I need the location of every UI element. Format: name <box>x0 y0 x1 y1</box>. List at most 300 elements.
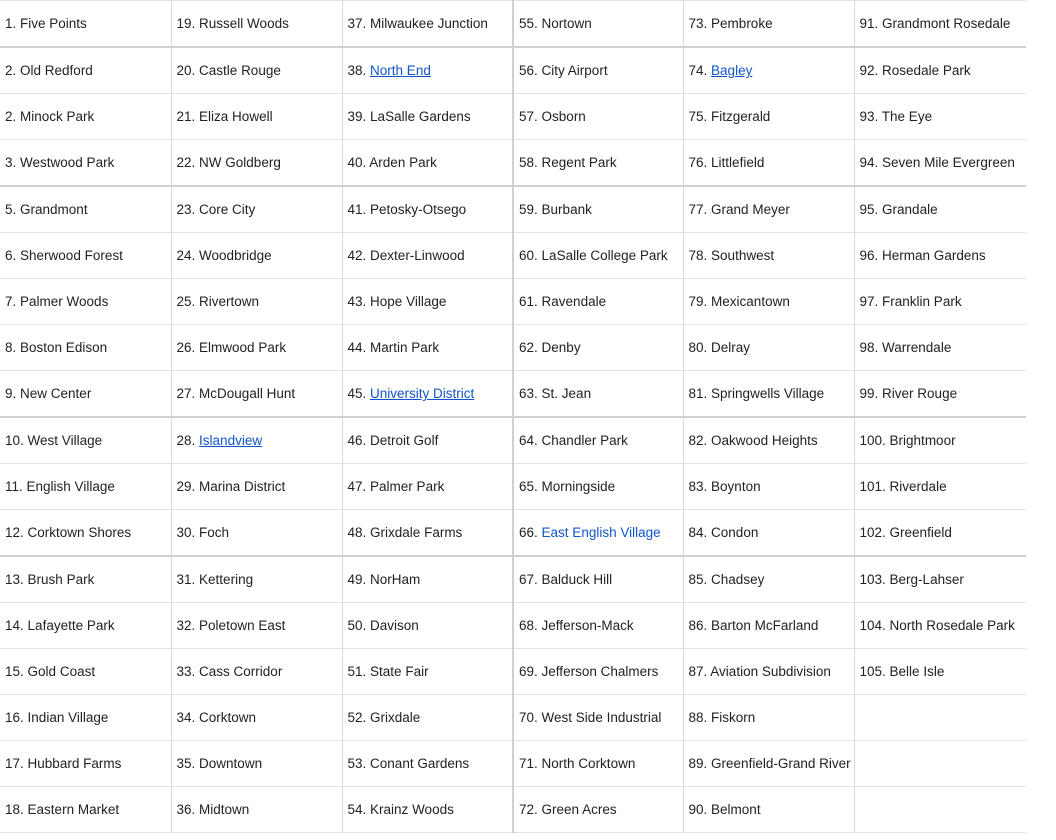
table-cell <box>854 1 1026 48</box>
neighborhood-name: Woodbridge <box>199 248 272 263</box>
neighborhood-name: St. Jean <box>541 386 592 401</box>
table-cell <box>683 787 854 833</box>
neighborhood-number: 31. <box>176 572 196 587</box>
neighborhood-name: Littlefield <box>711 155 765 170</box>
neighborhood-number: 88. <box>688 710 708 725</box>
neighborhood-number: 44. <box>347 340 367 355</box>
neighborhood-number: 3. <box>5 155 17 170</box>
table-row <box>0 649 1026 695</box>
neighborhood-number: 71. <box>519 756 538 771</box>
table-cell <box>513 649 683 695</box>
neighborhood-name: English Village <box>26 479 115 494</box>
table-cell <box>171 556 342 603</box>
neighborhood-number: 99. <box>859 386 879 401</box>
neighborhood-name: Eastern Market <box>27 802 120 817</box>
table-cell <box>0 325 171 371</box>
neighborhood-number: 43. <box>347 294 367 309</box>
neighborhood-name: Delray <box>711 340 751 355</box>
table-cell <box>854 417 1026 464</box>
table-cell <box>854 47 1026 94</box>
neighborhood-table-body <box>0 1 1026 833</box>
neighborhood-number: 80. <box>688 340 708 355</box>
neighborhood-name: Palmer Woods <box>20 294 109 309</box>
neighborhood-name: Core City <box>199 202 256 217</box>
neighborhood-name: Foch <box>199 525 230 540</box>
neighborhood-number: 66. <box>519 525 538 540</box>
table-cell <box>513 186 683 233</box>
table-cell <box>171 1 342 48</box>
neighborhood-number: 51. <box>347 664 367 679</box>
neighborhood-number: 2. <box>5 109 17 124</box>
neighborhood-number: 10. <box>5 433 24 448</box>
neighborhood-name: Osborn <box>541 109 586 124</box>
neighborhood-name: Milwaukee Junction <box>370 16 488 31</box>
neighborhood-number: 55. <box>519 16 538 31</box>
neighborhood-name: Minock Park <box>20 109 95 124</box>
table-cell <box>854 649 1026 695</box>
neighborhood-name: Springwells Village <box>711 386 825 401</box>
neighborhood-number: 9. <box>5 386 17 401</box>
neighborhood-number: 16. <box>5 710 24 725</box>
table-cell <box>342 371 513 418</box>
neighborhood-name: Grixdale Farms <box>370 525 463 540</box>
table-cell <box>342 741 513 787</box>
table-cell <box>171 371 342 418</box>
neighborhood-name: Berg-Lahser <box>889 572 964 587</box>
neighborhood-number: 70. <box>519 710 538 725</box>
neighborhood-name-highlighted: East English Village <box>541 525 661 540</box>
neighborhood-number: 73. <box>688 16 708 31</box>
neighborhood-name: Regent Park <box>541 155 617 170</box>
table-cell <box>0 417 171 464</box>
table-cell <box>171 417 342 464</box>
neighborhood-number: 98. <box>859 340 879 355</box>
neighborhood-number: 35. <box>176 756 196 771</box>
table-row <box>0 556 1026 603</box>
table-cell <box>171 186 342 233</box>
table-cell <box>0 649 171 695</box>
table-cell <box>854 510 1026 557</box>
table-cell <box>854 279 1026 325</box>
neighborhood-number: 36. <box>176 802 196 817</box>
neighborhood-link[interactable]: Islandview <box>199 433 263 448</box>
table-cell <box>683 325 854 371</box>
neighborhood-number: 67. <box>519 572 538 587</box>
table-cell <box>513 233 683 279</box>
neighborhood-name: Riverdale <box>889 479 947 494</box>
table-cell <box>854 556 1026 603</box>
neighborhood-name: Corktown Shores <box>27 525 132 540</box>
neighborhood-name: Denby <box>541 340 581 355</box>
table-cell <box>683 233 854 279</box>
neighborhood-name: Franklin Park <box>882 294 962 309</box>
neighborhood-number: 59. <box>519 202 538 217</box>
neighborhood-name: Rivertown <box>199 294 260 309</box>
neighborhood-name: Belmont <box>711 802 761 817</box>
table-cell <box>0 47 171 94</box>
neighborhood-number: 47. <box>347 479 367 494</box>
neighborhood-name: Condon <box>711 525 759 540</box>
neighborhood-name: Arden Park <box>369 155 437 170</box>
table-cell <box>171 94 342 140</box>
neighborhood-number: 94. <box>859 155 879 170</box>
neighborhood-name: Davison <box>370 618 419 633</box>
table-row <box>0 695 1026 741</box>
neighborhood-name: Five Points <box>20 16 87 31</box>
table-cell <box>854 787 1026 833</box>
neighborhood-number: 45. <box>347 386 367 401</box>
table-cell <box>0 186 171 233</box>
table-row <box>0 510 1026 557</box>
table-cell <box>342 787 513 833</box>
neighborhood-number: 61. <box>519 294 538 309</box>
table-cell <box>513 464 683 510</box>
table-cell <box>683 371 854 418</box>
neighborhood-name: Fiskorn <box>711 710 756 725</box>
table-row <box>0 603 1026 649</box>
neighborhood-number: 29. <box>176 479 196 494</box>
neighborhood-number: 48. <box>347 525 367 540</box>
neighborhood-name: Dexter-Linwood <box>370 248 465 263</box>
neighborhood-name: The Eye <box>881 109 933 124</box>
neighborhood-name: Cass Corridor <box>199 664 283 679</box>
neighborhood-name: Fitzgerald <box>711 109 771 124</box>
table-cell <box>0 1 171 48</box>
table-cell <box>342 1 513 48</box>
neighborhood-number: 103. <box>859 572 886 587</box>
neighborhood-name: Poletown East <box>199 618 286 633</box>
table-cell <box>171 510 342 557</box>
neighborhood-name: Grandale <box>882 202 938 217</box>
neighborhood-number: 63. <box>519 386 538 401</box>
neighborhood-name: West Village <box>27 433 103 448</box>
table-cell <box>854 695 1026 741</box>
table-cell <box>0 603 171 649</box>
neighborhood-name: Boynton <box>711 479 761 494</box>
table-cell <box>171 741 342 787</box>
table-cell <box>854 371 1026 418</box>
neighborhood-name: North Corktown <box>541 756 636 771</box>
table-cell <box>342 325 513 371</box>
table-cell <box>513 741 683 787</box>
table-cell <box>854 140 1026 187</box>
neighborhood-name: Boston Edison <box>20 340 108 355</box>
table-cell <box>513 279 683 325</box>
table-cell <box>342 140 513 187</box>
neighborhood-number: 25. <box>176 294 196 309</box>
table-cell <box>342 464 513 510</box>
neighborhood-name: Greenfield <box>889 525 952 540</box>
neighborhood-number: 5. <box>5 202 17 217</box>
neighborhood-name: River Rouge <box>882 386 958 401</box>
table-cell <box>854 603 1026 649</box>
neighborhood-number: 52. <box>347 710 367 725</box>
table-cell <box>342 603 513 649</box>
neighborhood-name: Jefferson Chalmers <box>541 664 659 679</box>
table-cell <box>683 741 854 787</box>
table-cell <box>513 371 683 418</box>
table-cell <box>513 603 683 649</box>
neighborhood-number: 92. <box>859 63 879 78</box>
neighborhood-name: Detroit Golf <box>370 433 439 448</box>
table-cell <box>683 186 854 233</box>
table-cell <box>854 464 1026 510</box>
neighborhood-number: 62. <box>519 340 538 355</box>
neighborhood-number: 11. <box>5 479 23 494</box>
neighborhood-number: 102. <box>859 525 886 540</box>
neighborhood-name: Belle Isle <box>889 664 945 679</box>
neighborhood-name: New Center <box>20 386 92 401</box>
neighborhood-number: 101. <box>859 479 886 494</box>
neighborhood-name: Ravendale <box>541 294 607 309</box>
neighborhood-name: Burbank <box>541 202 592 217</box>
neighborhood-name: Jefferson-Mack <box>541 618 634 633</box>
neighborhood-name: Sherwood Forest <box>20 248 123 263</box>
neighborhood-name: NorHam <box>370 572 421 587</box>
neighborhood-name: Grixdale <box>370 710 421 725</box>
neighborhood-number: 83. <box>688 479 708 494</box>
neighborhood-name: West Side Industrial <box>541 710 662 725</box>
table-cell <box>0 233 171 279</box>
neighborhood-number: 2. <box>5 63 17 78</box>
neighborhood-name: Herman Gardens <box>882 248 986 263</box>
neighborhood-link[interactable]: Bagley <box>711 63 753 78</box>
neighborhood-name: Elmwood Park <box>199 340 287 355</box>
neighborhood-number: 104. <box>859 618 886 633</box>
table-cell <box>171 233 342 279</box>
table-row <box>0 787 1026 833</box>
table-cell <box>342 510 513 557</box>
neighborhood-number: 49. <box>347 572 367 587</box>
neighborhood-name: Brush Park <box>27 572 95 587</box>
neighborhood-name: Brightmoor <box>889 433 956 448</box>
neighborhood-name: Morningside <box>541 479 616 494</box>
neighborhood-name: Marina District <box>199 479 286 494</box>
table-cell <box>171 325 342 371</box>
table-cell <box>683 417 854 464</box>
table-cell <box>0 787 171 833</box>
neighborhood-name: Barton McFarland <box>711 618 819 633</box>
table-cell <box>342 186 513 233</box>
neighborhood-number: 86. <box>688 618 708 633</box>
neighborhood-number: 8. <box>5 340 17 355</box>
table-cell <box>854 741 1026 787</box>
neighborhood-name: Greenfield-Grand River <box>711 756 851 771</box>
table-cell <box>683 94 854 140</box>
table-cell <box>854 186 1026 233</box>
table-cell <box>683 140 854 187</box>
neighborhood-name: Krainz Woods <box>370 802 454 817</box>
neighborhood-name: Mexicantown <box>711 294 790 309</box>
neighborhood-name: NW Goldberg <box>199 155 281 170</box>
table-row <box>0 1 1026 48</box>
table-cell <box>342 649 513 695</box>
table-cell <box>683 510 854 557</box>
table-cell <box>342 47 513 94</box>
neighborhood-name: North Rosedale Park <box>889 618 1015 633</box>
neighborhood-number: 39. <box>347 109 367 124</box>
table-cell <box>0 371 171 418</box>
table-row <box>0 325 1026 371</box>
neighborhood-number: 38. <box>347 63 367 78</box>
neighborhood-number: 100. <box>859 433 886 448</box>
table-cell <box>854 233 1026 279</box>
neighborhood-name: Aviation Subdivision <box>710 664 831 679</box>
neighborhood-name: Rosedale Park <box>882 63 971 78</box>
table-cell <box>513 1 683 48</box>
table-cell <box>513 140 683 187</box>
neighborhood-number: 84. <box>688 525 708 540</box>
neighborhood-name: Grandmont Rosedale <box>882 16 1011 31</box>
neighborhood-name: Russell Woods <box>199 16 289 31</box>
neighborhood-name: Petosky-Otsego <box>370 202 467 217</box>
table-cell <box>513 417 683 464</box>
table-cell <box>0 94 171 140</box>
table-row <box>0 417 1026 464</box>
neighborhood-number: 42. <box>347 248 367 263</box>
neighborhood-number: 27. <box>176 386 196 401</box>
neighborhood-number: 26. <box>176 340 196 355</box>
table-cell <box>683 1 854 48</box>
table-row <box>0 371 1026 418</box>
neighborhood-number: 46. <box>347 433 367 448</box>
neighborhood-name: Hope Village <box>370 294 447 309</box>
table-row <box>0 186 1026 233</box>
neighborhood-number: 22. <box>176 155 196 170</box>
neighborhood-number: 90. <box>688 802 708 817</box>
neighborhood-name: Corktown <box>199 710 257 725</box>
table-cell <box>342 417 513 464</box>
table-cell <box>342 233 513 279</box>
table-cell <box>0 510 171 557</box>
table-row <box>0 741 1026 787</box>
table-cell <box>0 279 171 325</box>
neighborhood-number: 93. <box>859 109 879 124</box>
table-cell <box>854 94 1026 140</box>
table-cell <box>171 279 342 325</box>
neighborhood-number: 81. <box>688 386 708 401</box>
neighborhood-number: 56. <box>519 63 538 78</box>
neighborhood-number: 17. <box>5 756 24 771</box>
neighborhood-name: McDougall Hunt <box>199 386 296 401</box>
neighborhood-number: 79. <box>688 294 708 309</box>
neighborhood-number: 91. <box>859 16 879 31</box>
neighborhood-number: 54. <box>347 802 367 817</box>
neighborhood-number: 58. <box>519 155 538 170</box>
table-cell <box>171 464 342 510</box>
neighborhood-number: 19. <box>176 16 196 31</box>
neighborhood-number: 85. <box>688 572 708 587</box>
table-cell <box>342 695 513 741</box>
neighborhood-number: 14. <box>5 618 24 633</box>
table-cell <box>854 325 1026 371</box>
table-cell <box>513 325 683 371</box>
neighborhood-number: 105. <box>859 664 886 679</box>
neighborhood-number: 64. <box>519 433 538 448</box>
neighborhood-number: 30. <box>176 525 196 540</box>
table-cell <box>513 695 683 741</box>
table-cell <box>171 603 342 649</box>
neighborhood-name: Grandmont <box>20 202 88 217</box>
neighborhood-name: Westwood Park <box>20 155 115 170</box>
neighborhood-number: 24. <box>176 248 196 263</box>
neighborhood-number: 32. <box>176 618 196 633</box>
neighborhood-number: 18. <box>5 802 24 817</box>
neighborhood-name: Chandler Park <box>541 433 628 448</box>
neighborhood-name: LaSalle College Park <box>541 248 668 263</box>
table-cell <box>0 140 171 187</box>
neighborhood-number: 78. <box>688 248 708 263</box>
neighborhood-name: Indian Village <box>27 710 109 725</box>
neighborhood-number: 37. <box>347 16 367 31</box>
neighborhood-number: 57. <box>519 109 538 124</box>
neighborhood-number: 21. <box>176 109 196 124</box>
table-cell <box>513 94 683 140</box>
table-cell <box>342 94 513 140</box>
neighborhood-name: LaSalle Gardens <box>370 109 471 124</box>
neighborhood-number: 60. <box>519 248 538 263</box>
neighborhood-number: 68. <box>519 618 538 633</box>
table-cell <box>683 279 854 325</box>
neighborhood-name: Seven Mile Evergreen <box>882 155 1015 170</box>
neighborhood-name: Palmer Park <box>370 479 445 494</box>
neighborhood-name: Grand Meyer <box>711 202 790 217</box>
neighborhood-number: 97. <box>859 294 879 309</box>
neighborhood-number: 75. <box>688 109 708 124</box>
table-cell <box>171 47 342 94</box>
neighborhood-number: 40. <box>347 155 367 170</box>
neighborhood-number: 41. <box>347 202 367 217</box>
table-row <box>0 140 1026 187</box>
table-row <box>0 279 1026 325</box>
neighborhood-link[interactable]: University District <box>370 386 475 401</box>
table-cell <box>171 649 342 695</box>
table-cell <box>342 279 513 325</box>
table-cell <box>513 556 683 603</box>
neighborhood-number: 53. <box>347 756 367 771</box>
neighborhood-name: State Fair <box>370 664 429 679</box>
neighborhood-number: 77. <box>688 202 708 217</box>
table-row <box>0 47 1026 94</box>
neighborhood-name: Midtown <box>199 802 250 817</box>
table-cell <box>0 464 171 510</box>
neighborhood-number: 7. <box>5 294 17 309</box>
neighborhood-name: Kettering <box>199 572 254 587</box>
neighborhood-number: 69. <box>519 664 538 679</box>
table-row <box>0 94 1026 140</box>
neighborhood-link[interactable]: North End <box>370 63 431 78</box>
table-cell <box>171 787 342 833</box>
table-cell <box>683 47 854 94</box>
table-cell <box>171 695 342 741</box>
neighborhood-number: 13. <box>5 572 24 587</box>
neighborhood-number: 96. <box>859 248 879 263</box>
neighborhood-number: 87. <box>688 664 708 679</box>
neighborhood-number: 65. <box>519 479 538 494</box>
neighborhood-name: Castle Rouge <box>199 63 281 78</box>
table-cell <box>683 464 854 510</box>
neighborhood-name: Gold Coast <box>27 664 96 679</box>
neighborhood-number: 6. <box>5 248 17 263</box>
neighborhood-name: Conant Gardens <box>370 756 470 771</box>
neighborhood-number: 34. <box>176 710 196 725</box>
neighborhood-name: City Airport <box>541 63 608 78</box>
neighborhood-name: Lafayette Park <box>27 618 115 633</box>
neighborhood-name: Hubbard Farms <box>27 756 122 771</box>
neighborhood-number: 76. <box>688 155 708 170</box>
neighborhood-number: 33. <box>176 664 196 679</box>
table-cell <box>683 603 854 649</box>
